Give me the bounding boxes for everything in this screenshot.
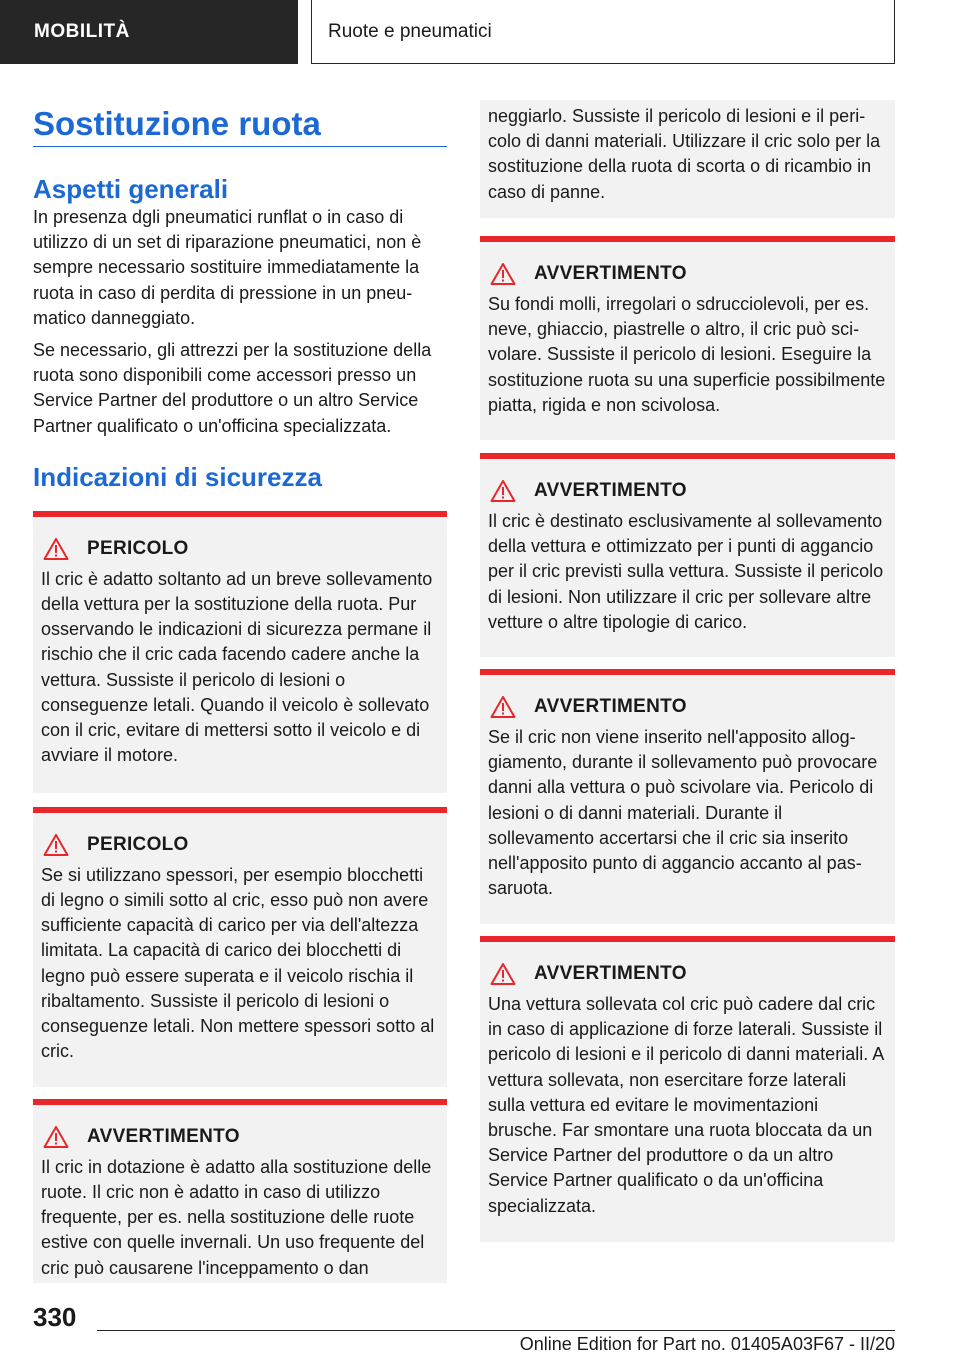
header-section-label: MOBILITÀ	[34, 21, 130, 42]
warning-box-caution-1	[33, 1099, 447, 1283]
warning-text: Se il cric non viene inserito nell'apposito alloggiamento, durante il sollevamento può provocare danni alla vettura o può scivolare via. Pericolo di lesioni o di danni materiali. Durante il sollevamento accertarsi che il cric sia inserito nell'apposito punto di aggancio accanto al passaruota.	[488, 727, 878, 899]
warning-label: AVVERTIMENTO	[534, 263, 687, 284]
warning-title	[41, 831, 439, 859]
warning-text: Il cric è destinato esclusivamente al sollevamento della vettura e ottimizzato per i punti di aggancio per il cric previsti sulla vettura. Sussiste il pericolo di lesioni. Non utilizzare il cric per sollevare altre vetture o altre tipologie di carico.	[488, 511, 884, 632]
warning-triangle-icon	[43, 833, 69, 857]
footer-edition: Online Edition for Part no. 01405A03F67 - II/20	[519, 1334, 895, 1354]
warning-box-caution-2	[480, 236, 895, 440]
right-column	[480, 100, 895, 1242]
warning-label: AVVERTIMENTO	[534, 696, 687, 717]
header-chapter-label: Ruote e pneumatici	[328, 20, 492, 42]
safety-heading: Indicazioni di sicurezza	[33, 461, 322, 492]
warning-text: Il cric in dotazione è adatto alla sostituzione delle ruote. Il cric non è adatto in caso di utilizzo frequente, per es. nella sostituzione delle ruote estive con quelle invernali. Un uso frequente del cric può causarene l'inceppamento o dan	[41, 1156, 432, 1278]
warning-label: AVVERTIMENTO	[534, 480, 687, 501]
warning-triangle-icon	[43, 1125, 69, 1149]
warning-text: Una vettura sollevata col cric può cadere dal cric in caso di applicazione di forze laterali. Sussiste il pericolo di lesioni e il pericolo di danni materiali. A vettura sollevata, non esercitare forze laterali sulla vettura ed evitare le movimentazioni brusche. Far smontare una ruota bloccata da un Service Partner del produttore o da un altro Service Partner qualificato o da un'officina specializzata.	[488, 994, 884, 1216]
general-paragraph-1: In presenza dgli pneumatici runflat o in caso di utilizzo di un set di riparazione pneumatici, non è sempre necessario sostituire immediatamente la ruota in caso di perdita di pressione in un pneumatico danneggiato.	[33, 207, 422, 328]
warning-text: Se si utilizzano spessori, per esempio blocchetti di legno o simili sotto al cric, esso può non avere sufficiente capacità di carico per via dell'altezza limitata. La capacità di carico dei blocchetti di legno può essere superata e il veicolo rischia il ribaltamento. Sussiste il pericolo di lesioni o conseguenze letali. Non mettere spessori sotto al cric.	[41, 864, 435, 1062]
general-heading: Aspetti generali	[33, 174, 229, 204]
warning-triangle-icon	[43, 537, 69, 561]
header-chapter-tab	[311, 0, 895, 64]
warning-triangle-icon	[490, 695, 516, 719]
warning-text: Su fondi molli, irregolari o sdrucciolevoli, per es. neve, ghiaccio, piastrelle o altro, il cric può scivolare. Sussiste il pericolo di lesioni. Eseguire la sostituzione ruota su una superficie possibilmente piatta, rigida e non scivolosa.	[488, 294, 886, 415]
warning-label: PERICOLO	[87, 833, 189, 855]
left-column	[33, 100, 447, 1283]
warning-title	[488, 477, 887, 505]
page-number: 330	[33, 1302, 77, 1332]
warning-triangle-icon	[490, 479, 516, 503]
warning-title	[41, 1123, 439, 1151]
warning-label: PERICOLO	[87, 537, 189, 559]
warning-box-caution-3	[480, 453, 895, 657]
header-section-tab	[0, 0, 298, 64]
page-title: Sostituzione ruota	[33, 100, 447, 147]
warning-text: Il cric è adatto soltanto ad un breve sollevamento della vettura per la sostituzione della ruota. Pur osservando le indicazioni di sicurezza permane il rischio che il cric cada facendo cadere anche la vettura. Sussiste il pericolo di lesioni o conseguenze letali. Quando il veicolo è sollevato con il cric, evitare di mettersi sotto il veicolo e di avviare il motore.	[41, 568, 433, 766]
warning-label: AVVERTIMENTO	[534, 963, 687, 984]
warning-triangle-icon	[490, 262, 516, 286]
warning-box-caution-4	[480, 669, 895, 924]
warning-title	[41, 535, 439, 563]
warning-triangle-icon	[490, 962, 516, 986]
general-paragraph-2: Se necessario, gli attrezzi per la sostituzione della ruota sono disponibili come accessori presso un Service Partner del produttore o un altro Service Partner qualificato o un'officina specializzata.	[33, 340, 432, 436]
warning-title	[488, 960, 887, 988]
warning-box-caution-5	[480, 936, 895, 1242]
warning-title	[488, 260, 887, 288]
warning-continuation-text: neggiarlo. Sussiste il pericolo di lesioni e il pericolo di danni materiali. Utilizzare il cric solo per la sostituzione della ruota di scorta o di ricambio in caso di panne.	[488, 106, 881, 202]
warning-box-continuation	[480, 100, 895, 218]
footer-divider	[97, 1330, 895, 1331]
warning-box-danger-2	[33, 807, 447, 1087]
warning-label: AVVERTIMENTO	[87, 1125, 240, 1147]
warning-title	[488, 693, 887, 721]
warning-box-danger-1	[33, 511, 447, 793]
